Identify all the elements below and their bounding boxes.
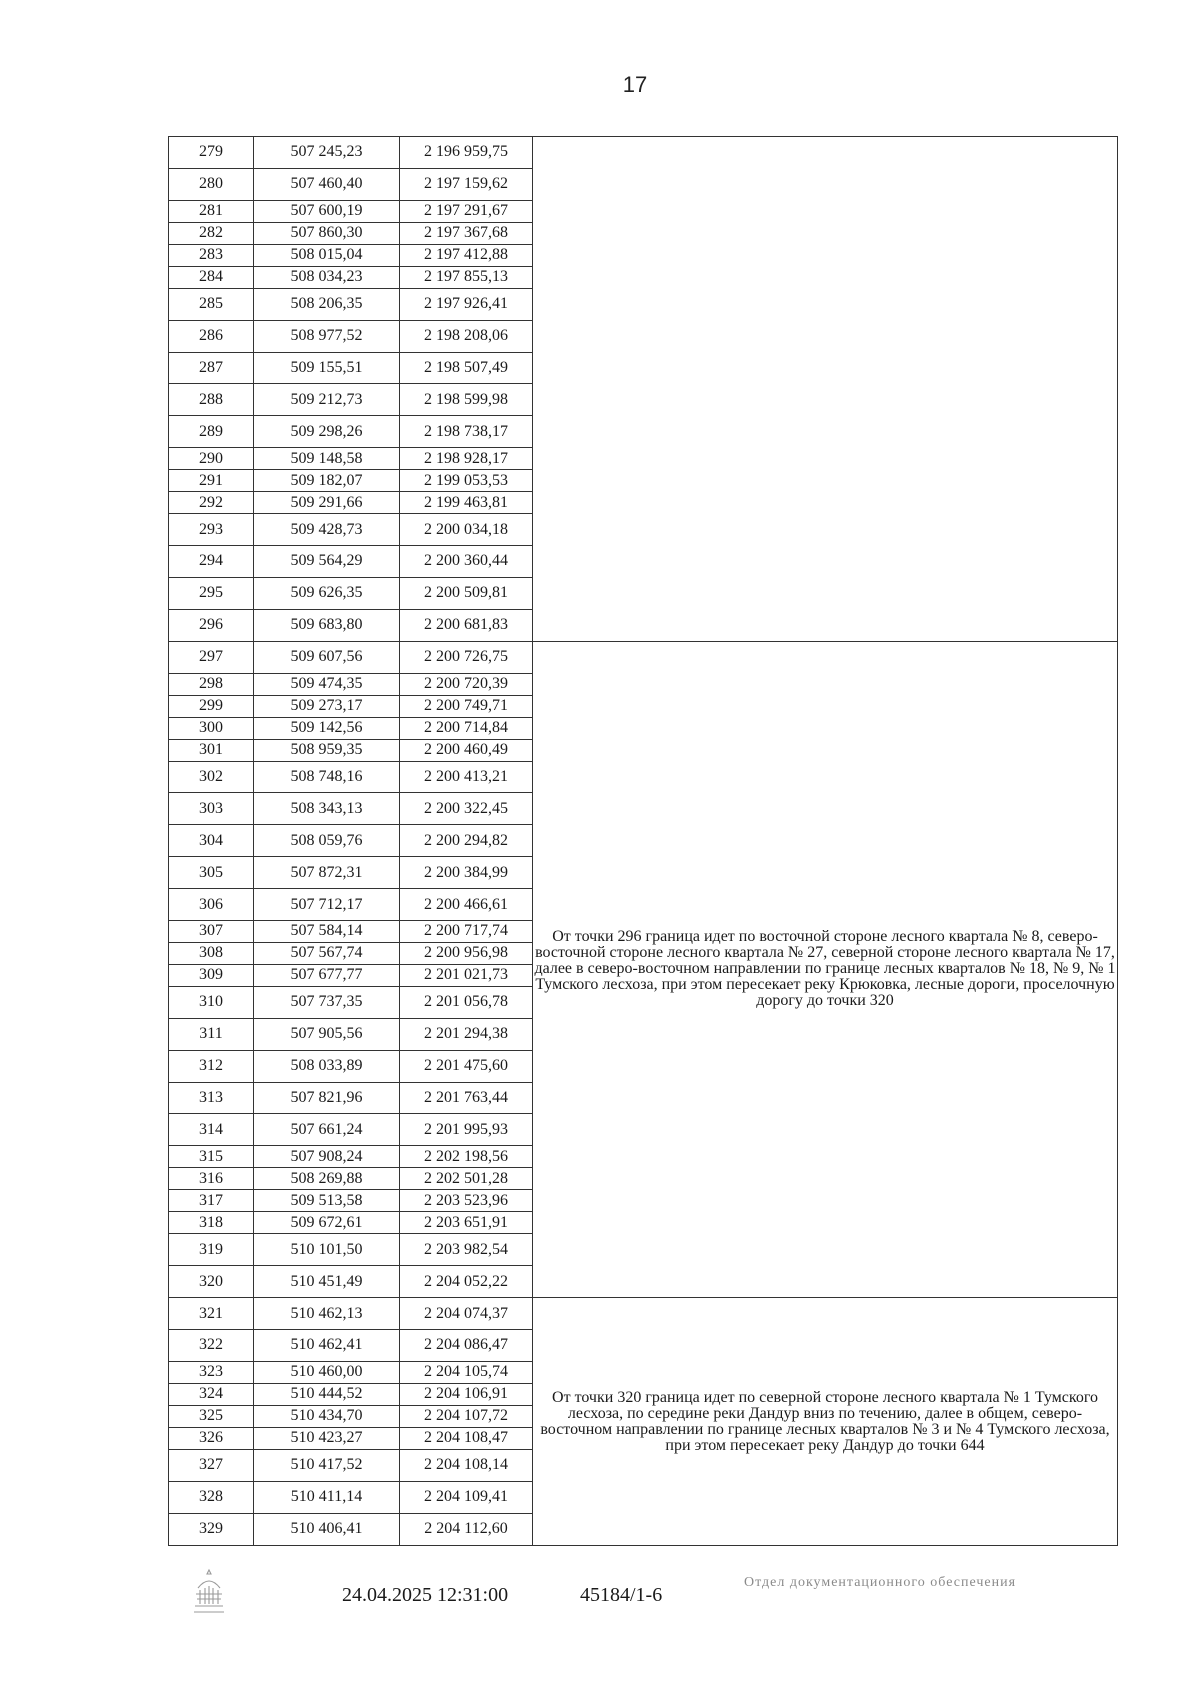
y-coordinate-cell: 2 202 198,56 [400,1146,533,1168]
point-number-cell: 323 [169,1361,254,1383]
point-number-cell: 317 [169,1190,254,1212]
footer [0,1574,1200,1634]
point-number-cell: 288 [169,384,254,416]
y-coordinate-cell: 2 200 681,83 [400,609,533,641]
point-number-cell: 284 [169,266,254,288]
x-coordinate-cell: 507 460,40 [254,168,400,200]
x-coordinate-cell: 509 182,07 [254,470,400,492]
point-number-cell: 329 [169,1513,254,1545]
point-number-cell: 320 [169,1266,254,1298]
x-coordinate-cell: 509 626,35 [254,577,400,609]
x-coordinate-cell: 507 908,24 [254,1146,400,1168]
table-row [169,1298,1118,1330]
y-coordinate-cell: 2 201 475,60 [400,1050,533,1082]
y-coordinate-cell: 2 200 466,61 [400,889,533,921]
x-coordinate-cell: 509 148,58 [254,448,400,470]
point-number-cell: 315 [169,1146,254,1168]
x-coordinate-cell: 509 607,56 [254,641,400,673]
point-number-cell: 306 [169,889,254,921]
y-coordinate-cell: 2 200 294,82 [400,825,533,857]
footer-department-stamp: Отдел документационного обеспечения [743,1575,1017,1590]
x-coordinate-cell: 510 406,41 [254,1513,400,1545]
x-coordinate-cell: 509 142,56 [254,717,400,739]
point-number-cell: 279 [169,137,254,169]
y-coordinate-cell: 2 204 109,41 [400,1481,533,1513]
y-coordinate-cell: 2 197 367,68 [400,222,533,244]
point-number-cell: 296 [169,609,254,641]
boundary-description-cell: От точки 296 граница идет по восточной стороне лесного квартала № 8, северо-восточной стороне лесного квартала № 27, северной стороне лесного квартала № 17, далее в северо-восточном направлении по границе лесных кварталов № 18, № 9, № 1 Тумского лесхоза, при этом пересекает реку Крюковка, лесные дороги, проселочную дорогу до точки 320 [533,641,1118,1297]
y-coordinate-cell: 2 198 928,17 [400,448,533,470]
x-coordinate-cell: 508 977,52 [254,320,400,352]
y-coordinate-cell: 2 200 460,49 [400,739,533,761]
point-number-cell: 299 [169,695,254,717]
point-number-cell: 294 [169,546,254,578]
x-coordinate-cell: 508 206,35 [254,288,400,320]
y-coordinate-cell: 2 200 413,21 [400,761,533,793]
y-coordinate-cell: 2 202 501,28 [400,1168,533,1190]
y-coordinate-cell: 2 198 738,17 [400,416,533,448]
y-coordinate-cell: 2 197 159,62 [400,168,533,200]
x-coordinate-cell: 507 677,77 [254,964,400,986]
point-number-cell: 307 [169,920,254,942]
point-number-cell: 297 [169,641,254,673]
boundary-description-cell [533,137,1118,642]
y-coordinate-cell: 2 198 599,98 [400,384,533,416]
x-coordinate-cell: 508 343,13 [254,793,400,825]
point-number-cell: 287 [169,352,254,384]
x-coordinate-cell: 510 417,52 [254,1449,400,1481]
y-coordinate-cell: 2 203 982,54 [400,1234,533,1266]
point-number-cell: 285 [169,288,254,320]
footer-document-number: 45184/1-6 [580,1584,663,1606]
x-coordinate-cell: 509 683,80 [254,609,400,641]
x-coordinate-cell: 509 428,73 [254,514,400,546]
y-coordinate-cell: 2 200 034,18 [400,514,533,546]
point-number-cell: 324 [169,1383,254,1405]
x-coordinate-cell: 508 959,35 [254,739,400,761]
y-coordinate-cell: 2 204 086,47 [400,1329,533,1361]
y-coordinate-cell: 2 197 926,41 [400,288,533,320]
x-coordinate-cell: 507 737,35 [254,986,400,1018]
point-number-cell: 319 [169,1234,254,1266]
y-coordinate-cell: 2 204 112,60 [400,1513,533,1545]
y-coordinate-cell: 2 201 021,73 [400,964,533,986]
y-coordinate-cell: 2 204 107,72 [400,1405,533,1427]
x-coordinate-cell: 508 748,16 [254,761,400,793]
point-number-cell: 286 [169,320,254,352]
y-coordinate-cell: 2 200 509,81 [400,577,533,609]
y-coordinate-cell: 2 200 322,45 [400,793,533,825]
point-number-cell: 326 [169,1427,254,1449]
y-coordinate-cell: 2 199 463,81 [400,492,533,514]
x-coordinate-cell: 509 298,26 [254,416,400,448]
y-coordinate-cell: 2 200 749,71 [400,695,533,717]
point-number-cell: 281 [169,200,254,222]
x-coordinate-cell: 510 462,41 [254,1329,400,1361]
y-coordinate-cell: 2 203 651,91 [400,1212,533,1234]
point-number-cell: 289 [169,416,254,448]
x-coordinate-cell: 510 434,70 [254,1405,400,1427]
x-coordinate-cell: 507 821,96 [254,1082,400,1114]
point-number-cell: 282 [169,222,254,244]
y-coordinate-cell: 2 203 523,96 [400,1190,533,1212]
stamp-logo-icon [188,1566,230,1618]
point-number-cell: 300 [169,717,254,739]
point-number-cell: 311 [169,1018,254,1050]
y-coordinate-cell: 2 197 291,67 [400,200,533,222]
y-coordinate-cell: 2 204 074,37 [400,1298,533,1330]
point-number-cell: 325 [169,1405,254,1427]
y-coordinate-cell: 2 200 384,99 [400,857,533,889]
point-number-cell: 313 [169,1082,254,1114]
x-coordinate-cell: 509 513,58 [254,1190,400,1212]
x-coordinate-cell: 507 661,24 [254,1114,400,1146]
y-coordinate-cell: 2 197 855,13 [400,266,533,288]
x-coordinate-cell: 507 712,17 [254,889,400,921]
y-coordinate-cell: 2 201 763,44 [400,1082,533,1114]
point-number-cell: 327 [169,1449,254,1481]
y-coordinate-cell: 2 204 108,47 [400,1427,533,1449]
point-number-cell: 310 [169,986,254,1018]
coordinates-table-body [169,137,1118,1546]
boundary-description-cell: От точки 320 граница идет по северной стороне лесного квартала № 1 Тумского лесхоза, по середине реки Дандур вниз по течению, далее в общем, северо-восточном направлении по границе лесных кварталов № 3 и № 4 Тумского лесхоза, при этом пересекает реку Дандур до точки 644 [533,1298,1118,1546]
x-coordinate-cell: 509 474,35 [254,673,400,695]
x-coordinate-cell: 510 460,00 [254,1361,400,1383]
y-coordinate-cell: 2 196 959,75 [400,137,533,169]
y-coordinate-cell: 2 204 106,91 [400,1383,533,1405]
point-number-cell: 283 [169,244,254,266]
coordinates-table [168,136,1118,1546]
point-number-cell: 295 [169,577,254,609]
point-number-cell: 316 [169,1168,254,1190]
y-coordinate-cell: 2 200 956,98 [400,942,533,964]
point-number-cell: 304 [169,825,254,857]
x-coordinate-cell: 507 872,31 [254,857,400,889]
point-number-cell: 321 [169,1298,254,1330]
point-number-cell: 309 [169,964,254,986]
point-number-cell: 290 [169,448,254,470]
x-coordinate-cell: 510 423,27 [254,1427,400,1449]
point-number-cell: 303 [169,793,254,825]
point-number-cell: 291 [169,470,254,492]
y-coordinate-cell: 2 197 412,88 [400,244,533,266]
point-number-cell: 302 [169,761,254,793]
x-coordinate-cell: 510 462,13 [254,1298,400,1330]
x-coordinate-cell: 508 033,89 [254,1050,400,1082]
y-coordinate-cell: 2 200 360,44 [400,546,533,578]
point-number-cell: 292 [169,492,254,514]
y-coordinate-cell: 2 201 056,78 [400,986,533,1018]
point-number-cell: 301 [169,739,254,761]
x-coordinate-cell: 510 451,49 [254,1266,400,1298]
point-number-cell: 280 [169,168,254,200]
y-coordinate-cell: 2 200 717,74 [400,920,533,942]
y-coordinate-cell: 2 200 726,75 [400,641,533,673]
point-number-cell: 293 [169,514,254,546]
x-coordinate-cell: 510 101,50 [254,1234,400,1266]
point-number-cell: 305 [169,857,254,889]
coordinates-table-container [168,136,1118,1546]
y-coordinate-cell: 2 201 995,93 [400,1114,533,1146]
x-coordinate-cell: 509 564,29 [254,546,400,578]
y-coordinate-cell: 2 201 294,38 [400,1018,533,1050]
x-coordinate-cell: 509 273,17 [254,695,400,717]
y-coordinate-cell: 2 200 714,84 [400,717,533,739]
table-row [169,137,1118,169]
y-coordinate-cell: 2 198 507,49 [400,352,533,384]
x-coordinate-cell: 507 860,30 [254,222,400,244]
x-coordinate-cell: 510 411,14 [254,1481,400,1513]
y-coordinate-cell: 2 198 208,06 [400,320,533,352]
x-coordinate-cell: 508 269,88 [254,1168,400,1190]
page-number: 17 [622,72,648,97]
footer-datetime: 24.04.2025 12:31:00 [342,1584,509,1606]
table-row [169,641,1118,673]
x-coordinate-cell: 507 600,19 [254,200,400,222]
point-number-cell: 298 [169,673,254,695]
point-number-cell: 312 [169,1050,254,1082]
x-coordinate-cell: 507 245,23 [254,137,400,169]
y-coordinate-cell: 2 204 105,74 [400,1361,533,1383]
x-coordinate-cell: 509 212,73 [254,384,400,416]
x-coordinate-cell: 509 672,61 [254,1212,400,1234]
x-coordinate-cell: 508 015,04 [254,244,400,266]
y-coordinate-cell: 2 204 108,14 [400,1449,533,1481]
point-number-cell: 314 [169,1114,254,1146]
point-number-cell: 308 [169,942,254,964]
x-coordinate-cell: 509 291,66 [254,492,400,514]
y-coordinate-cell: 2 200 720,39 [400,673,533,695]
y-coordinate-cell: 2 199 053,53 [400,470,533,492]
x-coordinate-cell: 507 567,74 [254,942,400,964]
x-coordinate-cell: 507 584,14 [254,920,400,942]
point-number-cell: 328 [169,1481,254,1513]
point-number-cell: 322 [169,1329,254,1361]
x-coordinate-cell: 508 034,23 [254,266,400,288]
point-number-cell: 318 [169,1212,254,1234]
x-coordinate-cell: 510 444,52 [254,1383,400,1405]
x-coordinate-cell: 507 905,56 [254,1018,400,1050]
x-coordinate-cell: 508 059,76 [254,825,400,857]
y-coordinate-cell: 2 204 052,22 [400,1266,533,1298]
x-coordinate-cell: 509 155,51 [254,352,400,384]
